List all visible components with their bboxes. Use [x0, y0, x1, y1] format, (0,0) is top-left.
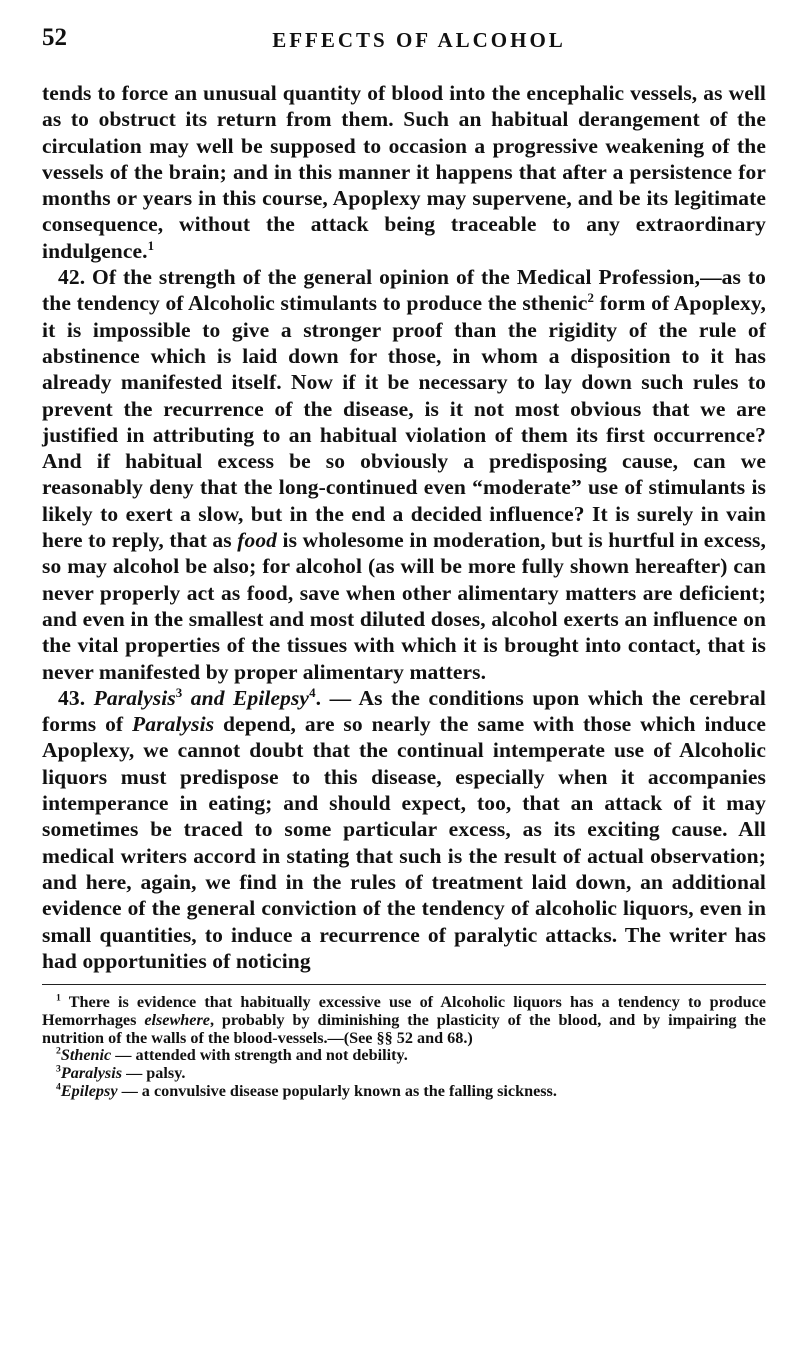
section-title: Paralysis: [93, 685, 176, 710]
footnote-ref: 3: [175, 685, 183, 700]
footnote-marker: 4: [56, 1081, 61, 1093]
paragraph-text: is wholesome in moderation, but is hurtful in excess, so may alcohol be also; for alcohol (as will be more fully shown hereafter) can never properly act as food, save when other alimentary matters are deficient; and even in the smallest and most diluted doses, alcohol exerts an influence on the vital properties of the tissues with which it is brought into contact, that is never manifested by proper alimentary matters.: [42, 528, 766, 684]
section-title: and Epilepsy: [182, 685, 310, 710]
paragraph-text: 42. Of the strength of the general opinion of the Medical Profession,—as to the tendency of Alcoholic stimulants to produce the sthenic: [42, 265, 766, 316]
footnote: [42, 994, 766, 1047]
footnote-divider: [42, 984, 766, 985]
footnotes: [42, 994, 766, 1101]
footnote-marker: 1: [56, 992, 61, 1004]
footnote-text: There is evidence that habitually excessive use of Alcoholic liquors has a tendency to produce Hemorrhages: [42, 993, 766, 1029]
paragraph-43: [42, 685, 766, 974]
footnote-term: Paralysis: [60, 1064, 123, 1083]
footnote: [42, 1047, 766, 1065]
page-number: 52: [42, 24, 67, 51]
footnote-text: — palsy.: [122, 1064, 186, 1083]
footnote: [42, 1083, 766, 1101]
footnote-text: — a convulsive disease popularly known as the falling sickness.: [117, 1082, 557, 1101]
paragraph-text: form of Apoplexy, it is impossible to give a stronger proof than the rigidity of the rule of abstinence which is laid down for those, in whom a disposition to it has already manifested itself. Now if it be necessary to lay down such rules to prevent the recurrence of the disease, is it not most obvious that we are justified in attributing to an habitual violation of them its first occurrence? And if habitual excess be so obviously a predisposing cause, can we reasonably deny that the long-continued even “moderate” use of stimulants is likely to exert a slow, but in the end a decided influence? It is surely in vain here to reply, that as: [42, 291, 766, 553]
emphasis: Paralysis: [132, 712, 215, 737]
footnote-term: Epilepsy: [60, 1082, 118, 1101]
paragraph-42: [42, 264, 766, 685]
paragraph-text: . — As the conditions upon which the cerebral forms of: [42, 685, 766, 737]
footnote: [42, 1065, 766, 1083]
section-number: 43.: [58, 685, 94, 710]
paragraph-text: depend, are so nearly the same with those which induce Apoplexy, we cannot doubt that the continual intemperate use of Alcoholic liquors must predispose to this disease, especially when it accompanies intemperance in eating; and should expect, too, that an attack of it may sometimes be traced to some particular excess, as its exciting cause. All medical writers accord in stating that such is the result of actual observation; and here, again, we find in the rules of treatment laid down, an additional evidence of the general conviction of the tendency of alcoholic liquors, even in small quantities, to induce a recurrence of paralytic attacks. The writer has had opportunities of noticing: [42, 712, 766, 973]
footnote-text: , probably by diminishing the plasticity of the blood, and by impairing the nutrition of the walls of the blood-vessels.—(See §§ 52 and 68.): [42, 1010, 766, 1047]
footnote-emphasis: elsewhere: [144, 1010, 210, 1029]
emphasis: food: [237, 528, 278, 553]
main-text: [42, 80, 766, 974]
footnote-ref: 4: [309, 685, 316, 700]
footnote-text: — attended with strength and not debility.: [111, 1046, 408, 1065]
footnote-ref: 1: [147, 238, 155, 253]
paragraph-text: tends to force an unusual quantity of blood into the encephalic vessels, as well as to obstruct its return from them. Such an habitual derangement of the circulation may well be supposed to occasion a progressive weakening of the vessels of the brain; and in this manner it happens that after a persistence for months or years in this course, Apoplexy may supervene, and be its legitimate consequence, without the attack being traceable to any extraordinary indulgence.: [42, 81, 766, 263]
running-title: EFFECTS OF ALCOHOL: [272, 28, 566, 52]
footnote-term: Sthenic: [60, 1046, 112, 1065]
running-head: [42, 18, 766, 58]
footnote-ref: 2: [587, 291, 595, 306]
footnote-marker: 3: [56, 1063, 61, 1075]
paragraph-continuation: [42, 80, 766, 264]
footnote-marker: 2: [56, 1046, 61, 1058]
book-page: [42, 18, 766, 1101]
